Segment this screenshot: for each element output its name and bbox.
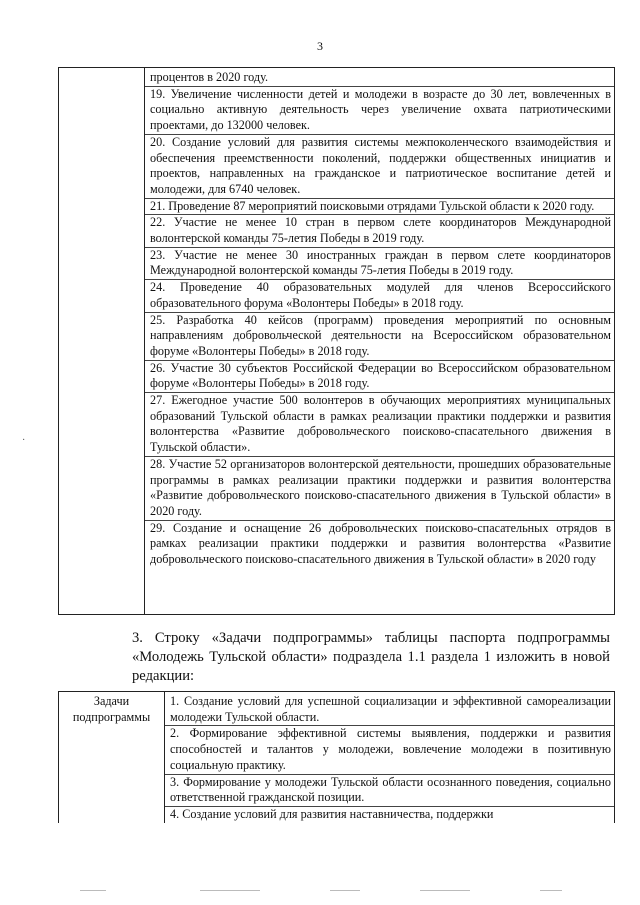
list-item: 22. Участие не менее 10 стран в первом слете координаторов Международной волонтерской команды 75-летия Победы в 2019 году.: [145, 215, 614, 247]
table-label-cell: [59, 68, 145, 615]
row-label: Задачи подпрограммы: [72, 694, 151, 724]
list-item: 1. Создание условий для успешной социализации и эффективной самореализации молодежи Тульской области.: [165, 694, 614, 726]
list-item: 27. Ежегодное участие 500 волонтеров в обучающих мероприятиях муниципальных образований Тульской области в рамках реализации практики поддержки и развития волонтерства «Развитие добровольческого поисково-спасательного движения в Тульской области».: [145, 393, 614, 457]
scan-artifact: [540, 890, 562, 891]
scan-artifacts: [0, 886, 640, 894]
list-item: 24. Проведение 40 образовательных модулей для членов Всероссийского образовательного форума «Волонтеры Победы» в 2018 году.: [145, 280, 614, 312]
tasks-table: [58, 691, 615, 823]
list-item: 2. Формирование эффективной системы выявления, поддержки и развития способностей и талантов у молодежи, вовлечение молодежи в позитивную социальную практику.: [165, 726, 614, 774]
list-item: 25. Разработка 40 кейсов (программ) проведения мероприятий по основным направлениям добровольческой деятельности на Всероссийском образовательном форуме «Волонтеры Победы» в 2018 году.: [145, 313, 614, 361]
scan-artifact: [80, 890, 106, 891]
table-content-cell: [145, 68, 615, 615]
scan-artifact: [330, 890, 360, 891]
list-item: 3. Формирование у молодежи Тульской области осознанного поведения, социально ответственной гражданской позиции.: [165, 775, 614, 807]
page-number: 3: [317, 39, 323, 53]
paragraph-text: 3. Строку «Задачи подпрограммы» таблицы паспорта подпрограммы «Молодежь Тульской области» подраздела 1.1 раздела 1 изложить в новой редакции:: [132, 630, 610, 684]
scan-artifact: [420, 890, 470, 891]
indicator-list: [145, 68, 614, 568]
list-item: 23. Участие не менее 30 иностранных граждан в первом слете координаторов Международной волонтерской команды 75-летия Победы в 2019 году.: [145, 248, 614, 280]
list-item: 26. Участие 30 субъектов Российской Федерации во Всероссийском образовательном форуме «Волонтеры Победы» в 2018 году.: [145, 361, 614, 393]
list-item: 19. Увеличение численности детей и молодежи в возрасте до 30 лет, вовлеченных в социально активную деятельность через увеличение охвата патриотическими проектами, до 132000 человек.: [145, 87, 614, 135]
indicators-table: [58, 67, 615, 615]
table-label-cell: [59, 692, 165, 823]
list-item: 20. Создание условий для развития системы межпоколенческого взаимодействия и обеспечения преемственности поколений, поддержки общественных инициатив и проектов, направленных на гражданское и патриотическое воспитание детей и молодежи, для 6740 человек.: [145, 135, 614, 199]
table-content-cell: [165, 692, 615, 823]
table-row: [59, 692, 615, 823]
scan-artifact: [200, 890, 260, 891]
list-item: 4. Создание условий для развития наставничества, поддержки: [170, 806, 494, 821]
list-item: 29. Создание и оснащение 26 добровольческих поисково-спасательных отрядов в рамках реализации практики поддержки и развития волонтерства «Развитие добровольческого поисково-спасательного движения в Тульской области» в 2020 году: [150, 520, 611, 567]
list-item: процентов в 2020 году.: [145, 70, 614, 87]
instruction-paragraph: [90, 629, 610, 686]
margin-dot: ·: [22, 435, 26, 446]
task-list: [165, 692, 614, 823]
list-item: 21. Проведение 87 мероприятий поисковыми отрядами Тульской области к 2020 году.: [145, 199, 614, 216]
table-row: [59, 68, 615, 615]
list-item: 28. Участие 52 организаторов волонтерской деятельности, прошедших образовательные программы в рамках реализации практики поддержки и развития волонтерства «Развитие добровольческого поисково-спасательного движения в Тульской области» в 2020 году.: [145, 457, 614, 521]
